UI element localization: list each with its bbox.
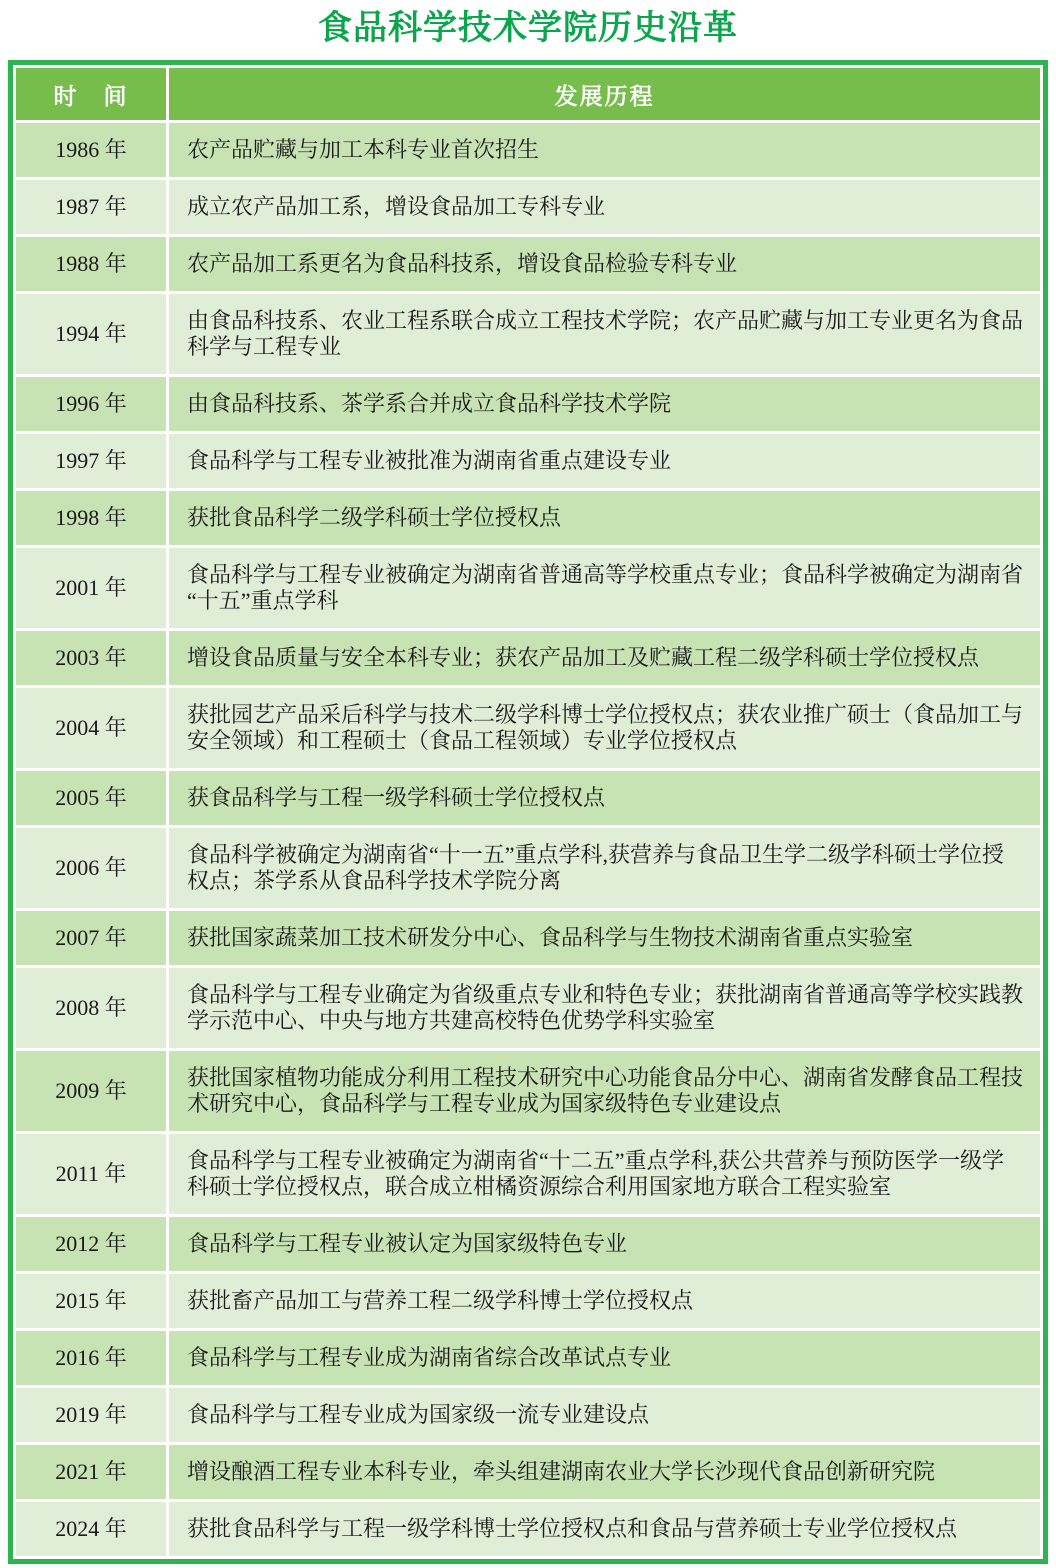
year-cell: 2011 年 [16, 1134, 166, 1214]
year-cell: 2006 年 [16, 828, 166, 908]
table-row [16, 1502, 1040, 1556]
event-cell: 食品科学被确定为湖南省“十一五”重点学科,获营养与食品卫生学二级学科硕士学位授权点；茶学系从食品科学技术学院分离 [169, 828, 1040, 908]
table-row [16, 1051, 1040, 1131]
table-row [16, 294, 1040, 374]
year-cell: 2004 年 [16, 688, 166, 768]
table-row [16, 377, 1040, 431]
header-row [16, 68, 1040, 120]
event-cell: 由食品科技系、茶学系合并成立食品科学技术学院 [169, 377, 1040, 431]
year-cell: 2012 年 [16, 1217, 166, 1271]
event-cell: 食品科学与工程专业被确定为湖南省普通高等学校重点专业；食品科学被确定为湖南省“十五”重点学科 [169, 548, 1040, 628]
table-row [16, 123, 1040, 177]
event-cell: 成立农产品加工系，增设食品加工专科专业 [169, 180, 1040, 234]
table-row [16, 237, 1040, 291]
table-row [16, 180, 1040, 234]
table-row [16, 548, 1040, 628]
year-cell: 2016 年 [16, 1331, 166, 1385]
year-cell: 2024 年 [16, 1502, 166, 1556]
table-row [16, 688, 1040, 768]
year-cell: 2003 年 [16, 631, 166, 685]
event-cell: 获批畜产品加工与营养工程二级学科博士学位授权点 [169, 1274, 1040, 1328]
year-cell: 2008 年 [16, 968, 166, 1048]
table-row [16, 911, 1040, 965]
event-cell: 食品科学与工程专业被认定为国家级特色专业 [169, 1217, 1040, 1271]
table-row [16, 828, 1040, 908]
year-cell: 2021 年 [16, 1445, 166, 1499]
history-table [13, 65, 1043, 1559]
table-row [16, 631, 1040, 685]
year-cell: 2015 年 [16, 1274, 166, 1328]
event-cell: 由食品科技系、农业工程系联合成立工程技术学院；农产品贮藏与加工专业更名为食品科学与工程专业 [169, 294, 1040, 374]
column-header-time: 时 间 [16, 68, 166, 120]
event-cell: 农产品加工系更名为食品科技系，增设食品检验专科专业 [169, 237, 1040, 291]
table-row [16, 1331, 1040, 1385]
table-row [16, 1274, 1040, 1328]
event-cell: 食品科学与工程专业确定为省级重点专业和特色专业；获批湖南省普通高等学校实践教学示范中心、中央与地方共建高校特色优势学科实验室 [169, 968, 1040, 1048]
event-cell: 增设食品质量与安全本科专业；获农产品加工及贮藏工程二级学科硕士学位授权点 [169, 631, 1040, 685]
table-row [16, 1388, 1040, 1442]
year-cell: 2001 年 [16, 548, 166, 628]
event-cell: 获批国家植物功能成分利用工程技术研究中心功能食品分中心、湖南省发酵食品工程技术研究中心，食品科学与工程专业成为国家级特色专业建设点 [169, 1051, 1040, 1131]
page-title: 食品科学技术学院历史沿革 [318, 9, 738, 47]
event-cell: 农产品贮藏与加工本科专业首次招生 [169, 123, 1040, 177]
event-cell: 获批园艺产品采后科学与技术二级学科博士学位授权点；获农业推广硕士（食品加工与安全领域）和工程硕士（食品工程领域）专业学位授权点 [169, 688, 1040, 768]
table-row [16, 771, 1040, 825]
year-cell: 1998 年 [16, 491, 166, 545]
year-cell: 1986 年 [16, 123, 166, 177]
event-cell: 食品科学与工程专业成为湖南省综合改革试点专业 [169, 1331, 1040, 1385]
table-row [16, 968, 1040, 1048]
year-cell: 1988 年 [16, 237, 166, 291]
year-cell: 1987 年 [16, 180, 166, 234]
year-cell: 1997 年 [16, 434, 166, 488]
event-cell: 获批国家蔬菜加工技术研发分中心、食品科学与生物技术湖南省重点实验室 [169, 911, 1040, 965]
column-header-history: 发展历程 [169, 68, 1040, 120]
history-table-body [16, 123, 1040, 1556]
event-cell: 增设酿酒工程专业本科专业，牵头组建湖南农业大学长沙现代食品创新研究院 [169, 1445, 1040, 1499]
event-cell: 食品科学与工程专业被确定为湖南省“十二五”重点学科,获公共营养与预防医学一级学科硕士学位授权点，联合成立柑橘资源综合利用国家地方联合工程实验室 [169, 1134, 1040, 1214]
table-row [16, 491, 1040, 545]
year-cell: 2005 年 [16, 771, 166, 825]
year-cell: 2007 年 [16, 911, 166, 965]
year-cell: 1994 年 [16, 294, 166, 374]
history-table-header [16, 68, 1040, 120]
event-cell: 食品科学与工程专业成为国家级一流专业建设点 [169, 1388, 1040, 1442]
year-cell: 2009 年 [16, 1051, 166, 1131]
table-row [16, 1217, 1040, 1271]
event-cell: 获批食品科学与工程一级学科博士学位授权点和食品与营养硕士专业学位授权点 [169, 1502, 1040, 1556]
table-row [16, 1134, 1040, 1214]
history-table-frame [8, 60, 1048, 1564]
table-row [16, 1445, 1040, 1499]
event-cell: 食品科学与工程专业被批准为湖南省重点建设专业 [169, 434, 1040, 488]
table-row [16, 434, 1040, 488]
year-cell: 2019 年 [16, 1388, 166, 1442]
event-cell: 获食品科学与工程一级学科硕士学位授权点 [169, 771, 1040, 825]
event-cell: 获批食品科学二级学科硕士学位授权点 [169, 491, 1040, 545]
year-cell: 1996 年 [16, 377, 166, 431]
